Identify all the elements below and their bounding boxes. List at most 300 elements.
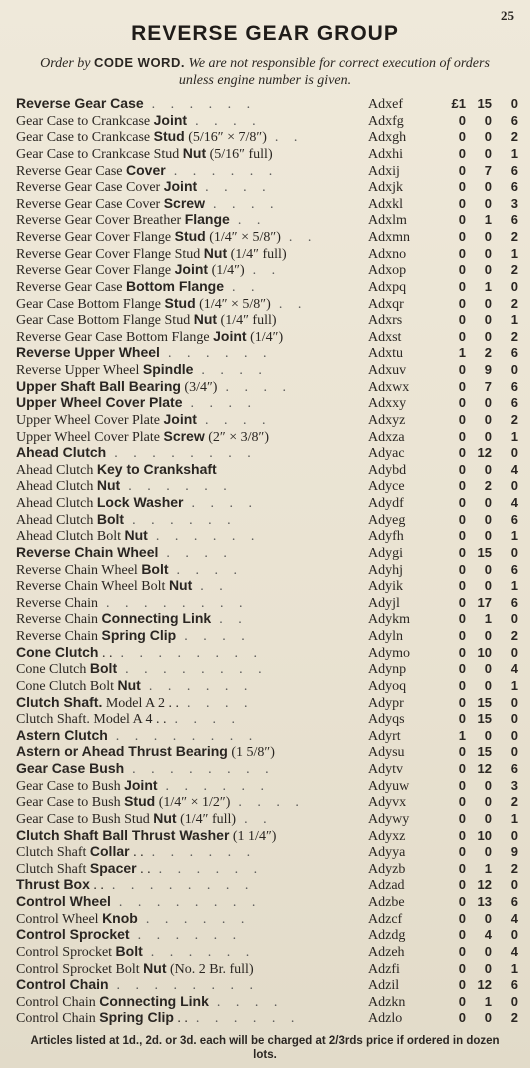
part-name-bold: Joint (174, 261, 209, 278)
part-name-plain: Reverse Gear Case (16, 279, 127, 295)
price-shillings: 1 (484, 212, 492, 228)
part-name-bold: Nut (193, 311, 218, 328)
code-word: Adzad (368, 878, 405, 894)
part-size: . . (152, 712, 167, 728)
leader-dots: . . . . . . (155, 529, 261, 545)
part-name-plain: Reverse Gear Case Cover (16, 196, 164, 212)
price-pence: 6 (510, 561, 518, 577)
code-word-label: CODE WORD. (94, 55, 185, 70)
price-pence: 1 (510, 960, 518, 976)
price-pence: 0 (510, 544, 518, 560)
part-name-plain: Gear Case Bottom Flange Stud (16, 313, 194, 329)
price-pounds: 0 (458, 561, 466, 577)
part-name-bold: Knob (102, 909, 138, 926)
part-size: . . (173, 1011, 188, 1027)
part-name-bold: Nut (168, 577, 193, 594)
price-pence: 2 (510, 262, 518, 278)
price-pounds: 0 (458, 112, 466, 128)
price-shillings: 0 (484, 229, 492, 244)
price-pence: 4 (510, 943, 518, 959)
price (430, 645, 518, 662)
price-shillings: 0 (484, 295, 492, 311)
price-pence: 4 (510, 661, 518, 677)
price-shillings: 15 (477, 544, 492, 560)
code-word: Adywy (368, 811, 410, 827)
part-name-bold: Upper Wheel Cover Plate (16, 394, 183, 411)
leader-dots: . . . . (201, 363, 268, 378)
price-pence: 2 (510, 411, 518, 427)
price-pence: 4 (510, 495, 518, 510)
price-pence: 6 (510, 162, 518, 178)
price-shillings: 0 (484, 179, 492, 195)
part-row (16, 162, 518, 179)
price-pence: 0 (510, 827, 518, 843)
part-name-plain: Reverse Gear Case Bottom Flange (16, 329, 214, 345)
part-row (16, 128, 518, 145)
price-shillings: 0 (484, 428, 492, 444)
code-word: Adxmn (368, 230, 410, 245)
part-name-bold: Bolt (141, 560, 169, 577)
code-word: Adzfi (368, 961, 400, 977)
part-row (16, 860, 518, 877)
price-pence: 6 (510, 112, 518, 128)
part-row (16, 261, 518, 278)
price-shillings: 0 (484, 677, 492, 693)
part-name-bold: Lock Washer (96, 494, 184, 510)
price-shillings: 0 (484, 777, 492, 793)
part-name-bold: Stud (124, 793, 156, 810)
price-pounds: 0 (458, 761, 466, 776)
part-name-bold: Control Wheel (16, 893, 111, 909)
parts-list (16, 95, 518, 1026)
code-word: Adxrs (368, 313, 403, 329)
leader-dots: . . . . . . (150, 944, 256, 960)
part-name-bold: Joint (153, 111, 188, 128)
part-name-plain: Cone Clutch (16, 662, 90, 678)
part-name-plain: Ahead Clutch (16, 479, 97, 495)
part-row (16, 494, 518, 511)
part-row (16, 278, 518, 295)
price (430, 179, 518, 196)
leader-dots: . . (232, 279, 261, 295)
code-word: Adynp (368, 662, 407, 678)
price-pounds: 0 (458, 295, 466, 311)
price-shillings: 0 (484, 844, 492, 860)
part-name-plain: Reverse Chain (16, 629, 102, 644)
price-pounds: 0 (458, 977, 466, 993)
page-number: 25 (501, 8, 514, 23)
price-shillings: 0 (484, 628, 492, 643)
price-pounds: 0 (458, 594, 466, 610)
price-shillings: 0 (484, 810, 492, 826)
part-name-bold: Spring Clip (101, 627, 177, 643)
price-shillings: 10 (477, 644, 492, 660)
price-pence: 1 (510, 810, 518, 826)
part-size: Model A 2 . . (102, 695, 179, 711)
part-row (16, 694, 518, 711)
price-pounds: 0 (458, 229, 466, 244)
price-pounds: 0 (458, 495, 466, 510)
leader-dots: . . . . . . (173, 163, 279, 179)
price (430, 1010, 518, 1027)
price-pounds: 0 (458, 145, 466, 161)
price-shillings: 0 (484, 262, 492, 278)
price-shillings: 0 (484, 943, 492, 959)
code-word: Adxfg (368, 113, 404, 129)
price (430, 528, 518, 545)
price (430, 246, 518, 263)
price-pounds: 0 (458, 544, 466, 560)
price-pounds: 0 (458, 794, 466, 810)
code-word: Adyvx (368, 795, 407, 811)
part-name-plain: Reverse Chain Wheel (16, 562, 142, 578)
part-size: (1/4″ full) (176, 811, 237, 827)
leader-dots: . . (252, 263, 282, 279)
price (430, 262, 518, 279)
leader-dots: . . (274, 130, 304, 146)
part-name-bold: Connecting Link (101, 610, 212, 627)
price-shillings: 7 (484, 162, 492, 178)
price (430, 163, 518, 180)
price-pence: 1 (510, 528, 518, 544)
price (430, 944, 518, 961)
part-name-plain: Control Sprocket Bolt (16, 961, 144, 977)
code-word: Adxkl (368, 196, 403, 212)
price-shillings: 0 (484, 511, 492, 527)
part-name-bold: Astern or Ahead Thrust Bearing (16, 743, 228, 760)
code-word: Adyqs (368, 712, 405, 728)
part-name-plain: Control Sprocket (16, 944, 116, 960)
price (430, 478, 518, 495)
part-name-plain: Ahead Clutch Bolt (16, 529, 125, 545)
price-pence: 0 (510, 96, 518, 111)
price (430, 595, 518, 612)
price-pence: 0 (510, 478, 518, 494)
price-pence: 2 (510, 794, 518, 810)
part-size: . . (98, 645, 113, 661)
part-name-bold: Stud (174, 228, 206, 244)
part-row (16, 511, 518, 528)
price-shillings: 0 (484, 960, 492, 976)
part-name-bold: Nut (182, 144, 207, 161)
price-pence: 1 (510, 145, 518, 161)
part-name-bold: Spacer (89, 859, 137, 876)
part-name-bold: Bottom Flange (126, 277, 225, 294)
price-pounds: 0 (458, 694, 466, 710)
price-pence: 3 (510, 777, 518, 793)
price-pounds: 0 (458, 894, 466, 909)
part-row (16, 910, 518, 927)
price-pounds: 0 (458, 810, 466, 826)
leader-dots: . . (288, 230, 318, 245)
part-row (16, 95, 518, 112)
price (430, 961, 518, 978)
price-pence: 0 (510, 927, 518, 943)
part-row (16, 943, 518, 960)
part-name-plain: Clutch Shaft (16, 845, 90, 861)
price-pounds: 0 (458, 528, 466, 544)
part-name-bold: Joint (124, 776, 158, 793)
price-pence: 4 (510, 910, 518, 926)
price-pounds: 0 (458, 428, 466, 444)
part-name-bold: Nut (203, 244, 228, 261)
part-size: (1/4″ full) (227, 246, 287, 262)
price-pence: 6 (510, 761, 518, 776)
part-name-plain: Control Wheel (16, 911, 103, 927)
price (430, 495, 518, 512)
price-pence: 9 (510, 844, 518, 860)
part-name-plain: Gear Case to Crankcase (16, 130, 154, 146)
part-name-bold: Nut (117, 676, 141, 693)
code-word: Adygi (368, 545, 403, 561)
price-shillings: 2 (484, 345, 492, 361)
price (430, 911, 518, 928)
part-name-bold: Nut (96, 477, 121, 494)
price-shillings: 1 (484, 860, 492, 876)
part-size: (1/4″ × 5/8″) (195, 296, 271, 312)
price (430, 462, 518, 479)
part-name-plain: Reverse Upper Wheel (16, 363, 143, 378)
part-name-bold: Cone Clutch (16, 643, 99, 660)
price-shillings: 0 (484, 112, 492, 128)
price-pounds: 0 (458, 993, 466, 1009)
part-row (16, 727, 518, 744)
code-word: Adyfh (368, 529, 404, 545)
price (430, 212, 518, 229)
part-size: (5/16″ full) (206, 146, 273, 162)
price-shillings: 0 (484, 145, 492, 161)
part-name-bold: Gear Case Bush (16, 760, 125, 776)
code-word: Adxtu (368, 346, 403, 362)
price-shillings: 0 (484, 528, 492, 544)
price-shillings: 15 (477, 694, 492, 710)
part-row (16, 378, 518, 395)
price-pence: 1 (510, 245, 518, 261)
leader-dots: . . . . (166, 545, 233, 561)
code-word: Adxwx (368, 379, 410, 395)
part-row (16, 328, 518, 345)
price-pounds: 0 (458, 578, 466, 594)
order-instructions-suffix: We are not responsible for correct execution of orders unless engine number is given. (178, 56, 490, 88)
part-name-bold: Reverse Gear Case (16, 95, 144, 111)
price-pounds: 0 (458, 827, 466, 843)
leader-dots: . . . . . . (151, 97, 257, 112)
price-pounds: 0 (458, 943, 466, 959)
leader-dots: . . (219, 612, 248, 628)
part-name-plain: Control Chain (16, 1011, 100, 1027)
price-pounds: 1 (458, 727, 466, 743)
part-row (16, 710, 518, 727)
order-instructions (40, 54, 490, 89)
part-row (16, 477, 518, 494)
price (430, 379, 518, 396)
code-word: Adxno (368, 246, 407, 262)
price-pence: 2 (510, 229, 518, 244)
part-name-bold: Bolt (89, 660, 118, 677)
part-name-bold: Clutch Shaft Ball Thrust Washer (16, 826, 230, 843)
part-description (16, 1009, 368, 1028)
code-word: Adxhi (368, 146, 403, 162)
price (430, 828, 518, 845)
part-name-bold: Nut (124, 527, 148, 544)
part-name-plain: Control Chain (16, 994, 100, 1010)
price-pence: 2 (510, 1010, 518, 1026)
price (430, 628, 518, 645)
price-pounds: 0 (458, 245, 466, 261)
part-row (16, 594, 518, 611)
part-name-bold: Nut (153, 809, 177, 826)
leader-dots: . . . . . . (148, 678, 254, 694)
code-word: Adybd (368, 462, 407, 478)
price-pounds: 1 (458, 345, 466, 361)
price-pounds: 0 (458, 445, 466, 461)
price (430, 196, 518, 213)
price (430, 445, 518, 462)
code-word: Adyac (368, 446, 405, 462)
part-name-plain: Reverse Chain (16, 612, 102, 628)
part-size: (1/4″ × 1/2″) (155, 795, 231, 811)
part-size: . . (89, 878, 104, 894)
price-shillings: 15 (477, 744, 492, 760)
part-name-bold: Reverse Upper Wheel (16, 344, 160, 361)
price (430, 146, 518, 163)
price-pounds: 0 (458, 312, 466, 328)
part-name-plain: Gear Case Bottom Flange (16, 296, 165, 312)
code-word: Adyrt (368, 728, 401, 744)
leader-dots: . . . . . . (165, 778, 271, 794)
price (430, 927, 518, 944)
part-row (16, 394, 518, 411)
price-pounds: 0 (458, 195, 466, 211)
part-name-bold: Screw (163, 194, 205, 211)
price-pence: 0 (510, 711, 518, 727)
part-name-bold: Collar (89, 843, 130, 860)
price-pence: 6 (510, 378, 518, 394)
price-shillings: 0 (484, 495, 492, 510)
leader-dots: . . . . . . (151, 845, 257, 861)
dozen-lots-note: Articles listed at 1d., 2d. or 3d. each will be charged at 2/3rds price if ordered in dozen lots. (30, 1035, 500, 1061)
price (430, 678, 518, 695)
price-shillings: 0 (484, 910, 492, 926)
leader-dots: . . (200, 579, 229, 595)
price (430, 994, 518, 1011)
price-pounds: 0 (458, 711, 466, 727)
price-pounds: 0 (458, 744, 466, 760)
price-pence: 0 (510, 644, 518, 660)
price-shillings: 0 (484, 661, 492, 677)
price-shillings: 15 (477, 711, 492, 727)
part-row (16, 544, 518, 561)
part-row (16, 893, 518, 910)
price (430, 412, 518, 429)
price-shillings: 0 (484, 411, 492, 427)
code-word: Adzdg (368, 928, 406, 944)
price (430, 811, 518, 828)
part-name-bold: Key to Crankshaft (96, 460, 217, 477)
price-pence: 2 (510, 129, 518, 145)
price-pounds: 0 (458, 461, 466, 477)
part-name-plain: Upper Wheel Cover Plate (16, 412, 164, 428)
part-row (16, 245, 518, 262)
part-name-plain: Ahead Clutch (16, 496, 97, 511)
part-row (16, 145, 518, 162)
part-name-bold: Flange (184, 211, 230, 228)
price-shillings: 0 (484, 578, 492, 594)
price-shillings: 15 (477, 96, 492, 111)
price-pounds: 0 (458, 910, 466, 926)
leader-dots: . . (278, 296, 308, 312)
price (430, 562, 518, 579)
price (430, 695, 518, 712)
part-name-plain: Gear Case to Bush Stud (16, 811, 154, 827)
price-pounds: 0 (458, 927, 466, 943)
part-name-bold: Stud (153, 128, 185, 145)
leader-dots: . . . . (205, 180, 272, 196)
leader-dots: . . . . . . (128, 479, 233, 495)
code-word: Adykm (368, 612, 410, 628)
part-name-plain: Gear Case to Crankcase Stud (16, 146, 183, 162)
part-name-plain: Reverse Chain (16, 595, 99, 611)
code-word: Adytv (368, 762, 403, 777)
price-pence: 6 (510, 511, 518, 527)
price (430, 761, 518, 778)
price-pounds: 0 (458, 328, 466, 344)
part-name-bold: Control Sprocket (16, 926, 130, 943)
part-row (16, 660, 518, 677)
code-word: Adxlm (368, 213, 407, 229)
part-name-plain: Gear Case to Bush (16, 778, 125, 794)
price-pence: 6 (510, 594, 518, 610)
price-pence: 0 (510, 694, 518, 710)
code-word: Adxst (368, 329, 402, 345)
leader-dots: . . . . (195, 113, 262, 129)
price (430, 711, 518, 728)
leader-dots: . . (237, 213, 267, 229)
part-row (16, 527, 518, 544)
leader-dots: . . . . (186, 695, 254, 711)
price (430, 229, 518, 246)
part-row (16, 361, 518, 378)
part-name-bold: Joint (163, 178, 198, 195)
price-shillings: 0 (484, 727, 492, 743)
part-name-plain: Reverse Gear Cover Flange (16, 230, 175, 245)
part-row (16, 311, 518, 328)
code-word: Adzlo (368, 1011, 403, 1027)
price (430, 578, 518, 595)
code-word: Adxpq (368, 279, 407, 295)
part-name-bold: Joint (163, 410, 197, 427)
price-pounds: 0 (458, 179, 466, 195)
code-word: Adxyz (368, 412, 406, 428)
part-size: (1/4″ full) (217, 313, 277, 329)
price-pounds: 0 (458, 129, 466, 145)
part-row (16, 461, 518, 478)
part-name-bold: Upper Shaft Ball Bearing (16, 377, 181, 394)
part-row (16, 444, 518, 461)
price-shillings: 1 (484, 611, 492, 627)
part-row (16, 211, 518, 228)
code-word: Adyln (368, 629, 403, 644)
price-pounds: 0 (458, 262, 466, 278)
part-name-plain: Cone Clutch Bolt (16, 678, 118, 694)
price-pence: 4 (510, 461, 518, 477)
part-name-plain: Clutch Shaft. Model A 4 (16, 712, 153, 728)
part-size: (1/4″) (208, 263, 245, 279)
price-shillings: 10 (477, 827, 492, 843)
price-pence: 0 (510, 611, 518, 627)
code-word: Adzeh (368, 944, 405, 960)
part-name-bold: Cover (126, 161, 166, 178)
